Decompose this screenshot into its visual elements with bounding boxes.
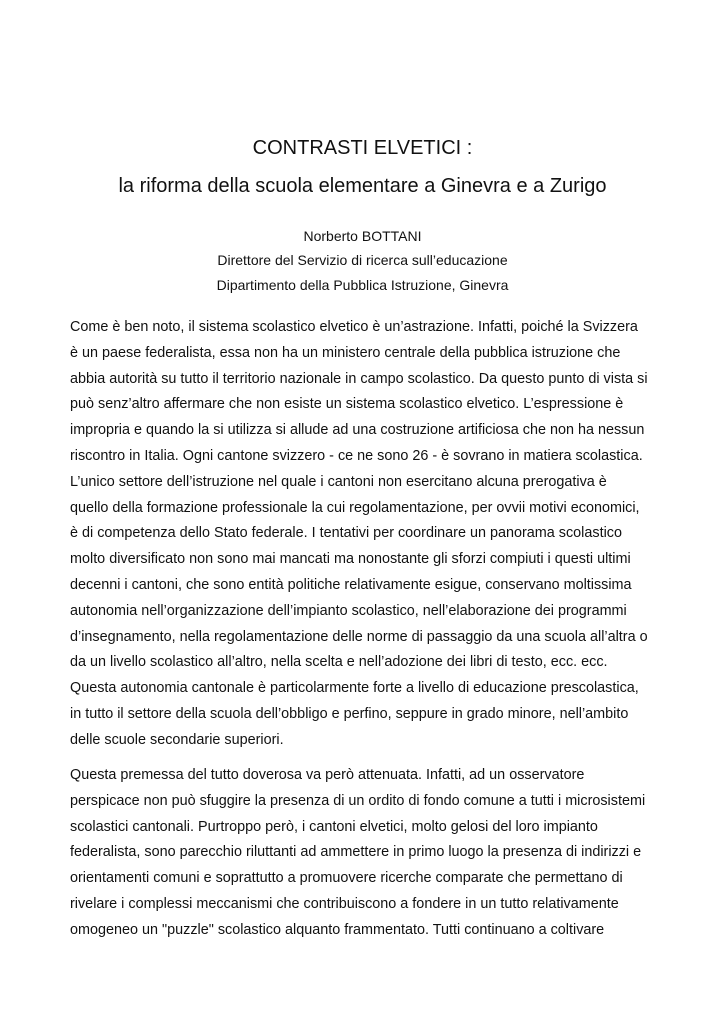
author-department: Dipartimento della Pubblica Istruzione, Ginevra [216,277,509,293]
paragraph-line: impropria e quando la si utilizza si allude ad una costruzione artificiosa che non ha nessun [70,422,645,439]
document-subtitle: la riforma della scuola elementare a Ginevra e a Zurigo [118,175,607,197]
paragraph-line: abbia autorità su tutto il territorio nazionale in campo scolastico. Da questo punto di vista si [70,370,648,387]
paragraph-line: Questa premessa del tutto doverosa va però attenuata. Infatti, ad un osservatore [70,767,585,783]
paragraph-line: Come è ben noto, il sistema scolastico elvetico è un’astrazione. Infatti, poiché la Svizzera [70,319,638,335]
paragraph-line: perspicace non può sfuggire la presenza di un ordito di fondo comune a tutti i microsistemi [70,792,646,809]
author-role: Direttore del Servizio di ricerca sull’educazione [217,252,508,268]
author-name: Norberto BOTTANI [303,228,422,244]
body-paragraph-1 [70,315,660,754]
document-title: CONTRASTI ELVETICI : [252,137,473,159]
paragraph-line: omogeneo un "puzzle" scolastico alquanto frammentato. Tutti continuano a coltivare [70,921,605,938]
paragraph-line: molto diversificato non sono mai mancati ma nonostante gli sforzi compiuti i questi ultimi [70,551,631,568]
paragraph-line: è di competenza dello Stato federale. I tentativi per coordinare un panorama scolastico [70,525,622,542]
paragraph-line: Questa autonomia cantonale è particolarmente forte a livello di educazione prescolastica, [70,680,639,697]
paragraph-line: d’insegnamento, nella regolamentazione delle norme di passaggio da una scuola all’altra o [70,628,648,645]
paragraph-line: rivelare i complessi meccanismi che contribuiscono a fondere in un tutto relativamente [70,895,619,912]
paragraph-line: scolastici cantonali. Purtroppo però, i cantoni elvetici, molto gelosi del loro impianto [70,818,598,835]
paragraph-line: è un paese federalista, essa non ha un ministero centrale della pubblica istruzione che [70,344,621,361]
paragraph-line: quello della formazione professionale la cui regolamentazione, per ovvii motivi economici, [70,499,640,516]
body-paragraph-2 [70,763,660,944]
paragraph-line: federalista, sono parecchio riluttanti ad ammettere in primo luogo la presenza di indirizzi e [70,844,642,861]
paragraph-line: decenni i cantoni, che sono entità politiche relativamente esigue, conservano moltissima [70,576,632,593]
paragraph-line: orientamenti comuni e soprattutto a promuovere ricerche comparate che permettano di [70,870,623,887]
paragraph-line: riscontro in Italia. Ogni cantone svizzero - ce ne sono 26 - è sovrano in matiera scolastica. [70,447,643,464]
paragraph-line: delle scuole secondarie superiori. [70,731,284,748]
paragraph-line: autonomia nell’organizzazione dell’impianto scolastico, nell’elaborazione dei programmi [70,602,627,619]
paragraph-line: può senz’altro affermare che non esiste un sistema scolastico elvetico. L’espressione è [70,396,624,413]
paragraph-line: in tutto il settore della scuola dell’obbligo e perfino, seppure in grado minore, nell’ambito [70,705,629,722]
paragraph-line: da un livello scolastico all’altro, nella scelta e nell’adozione dei libri di testo, ecc. ecc. [70,654,608,671]
paragraph-line: L’unico settore dell’istruzione nel quale i cantoni non esercitano alcuna prerogativa è [70,473,607,490]
